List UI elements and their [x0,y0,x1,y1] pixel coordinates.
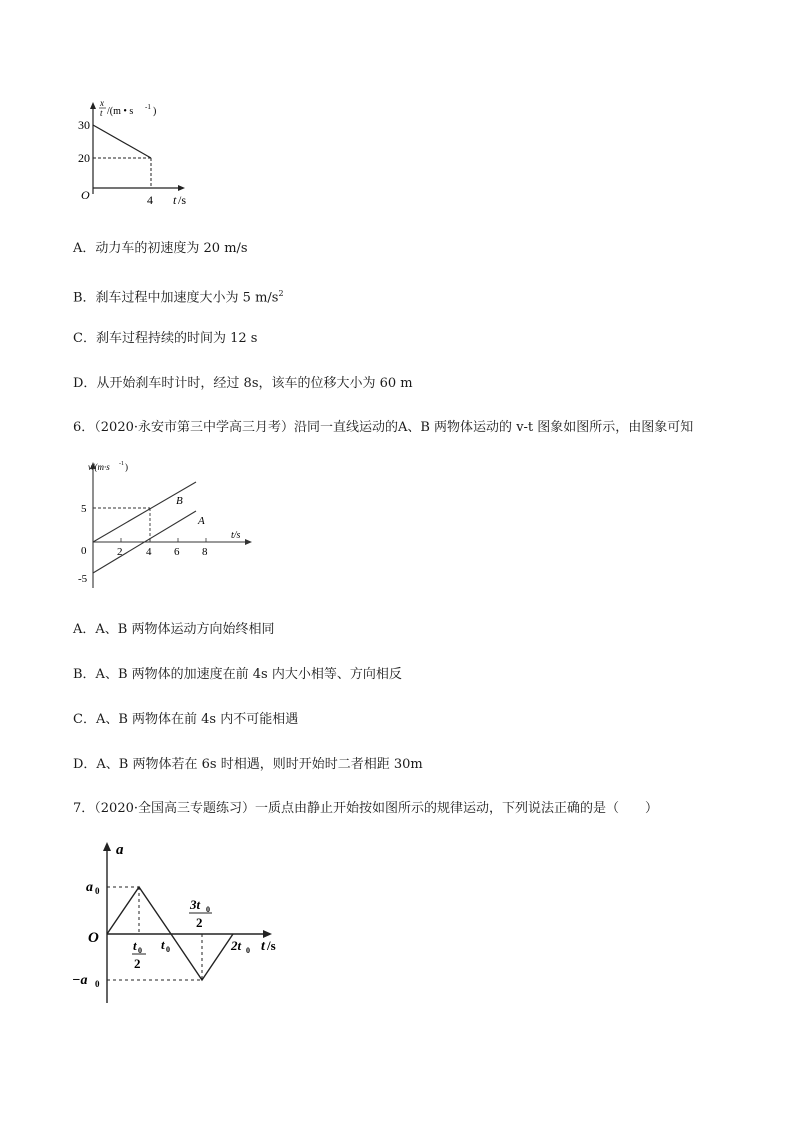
y-label-den: t [100,108,103,118]
data-line [93,125,151,158]
tick-8: 8 [202,546,208,558]
t0-label: t [161,937,165,952]
series-b-label: B [176,495,183,507]
y-label-exp: -1 [119,461,124,467]
y-label-close: ) [125,462,128,472]
neg-a0-sub: 0 [95,979,100,989]
x-axis-arrow [263,930,272,938]
q5-option-a: A．动力车的初速度为 20 m/s [73,241,248,256]
tick-20: 20 [78,151,90,165]
tick-0: 0 [81,545,87,557]
y-axis-arrow [90,102,96,109]
q6-option-b: B．A、B 两物体的加速度在前 4s 内大小相等、方向相反 [73,667,402,682]
series-b-line [93,482,196,542]
q5-option-b-text: B．刹车过程中加速度大小为 5 m/s [73,290,279,306]
y-label-num: x [100,98,104,108]
x-label: t [261,939,265,954]
y-axis-arrow [103,842,111,851]
tick-minus-5: -5 [78,573,88,585]
tick-30: 30 [78,118,90,132]
q6-option-c: C．A、B 两物体在前 4s 内不可能相遇 [73,712,299,727]
series-a-label: A [198,515,205,527]
y-label-close: ) [153,106,157,117]
two-t0-sub: 0 [246,946,250,955]
figure-vt-graph [78,458,258,593]
t0-sub: 0 [166,945,170,954]
y-label-exp: -1 [145,103,151,111]
q5-option-b-sup: 2 [278,289,284,298]
figure-at-graph [70,838,290,1008]
q5-option-c: C．刹车过程持续的时间为 12 s [73,331,258,346]
q6-option-a: A．A、B 两物体运动方向始终相同 [73,622,275,637]
x-unit: /s [178,193,187,207]
a0-label: a [86,880,93,895]
two-t0-label: 2t [231,938,242,953]
q7-stem: 7．（2020·全国高三专题练习）一质点由静止开始按如图所示的规律运动，下列说法正确的是（ ） [73,801,658,816]
half-num: t [133,938,137,953]
x-label: t/s [231,530,241,541]
x-axis-arrow [178,185,185,191]
figure-xt-graph [78,98,208,213]
y-label: a [116,842,124,858]
origin-label: O [88,930,99,946]
tick-4: 4 [146,546,152,558]
half-num-sub: 0 [138,946,142,955]
y-label: v/(m·s [88,462,110,472]
tick-4: 4 [147,193,153,207]
tick-6: 6 [174,546,180,558]
half-den: 2 [134,956,141,971]
q6-stem: 6．（2020·永安市第三中学高三月考）沿同一直线运动的A、B 两物体运动的 v-t 图象如图所示，由图象可知 [73,420,694,435]
q6-option-d: D．A、B 两物体若在 6s 时相遇，则时开始时二者相距 30m [73,757,423,772]
neg-a0-label: −a [72,973,88,988]
x-axis-arrow [245,539,252,545]
x-label: t [173,193,177,207]
x-unit: /s [267,938,276,953]
origin-label: O [81,188,90,202]
y-label-unit: /(m • s [107,106,134,117]
q5-option-b [73,285,284,307]
three-den: 2 [196,915,203,930]
three-num-sub: 0 [206,905,210,914]
a0-sub: 0 [95,886,100,896]
q5-option-d: D．从开始刹车时计时，经过 8s，该车的位移大小为 60 m [73,376,413,391]
tick-5: 5 [81,503,87,515]
three-num: 3t [190,897,201,912]
tick-2: 2 [117,546,123,558]
